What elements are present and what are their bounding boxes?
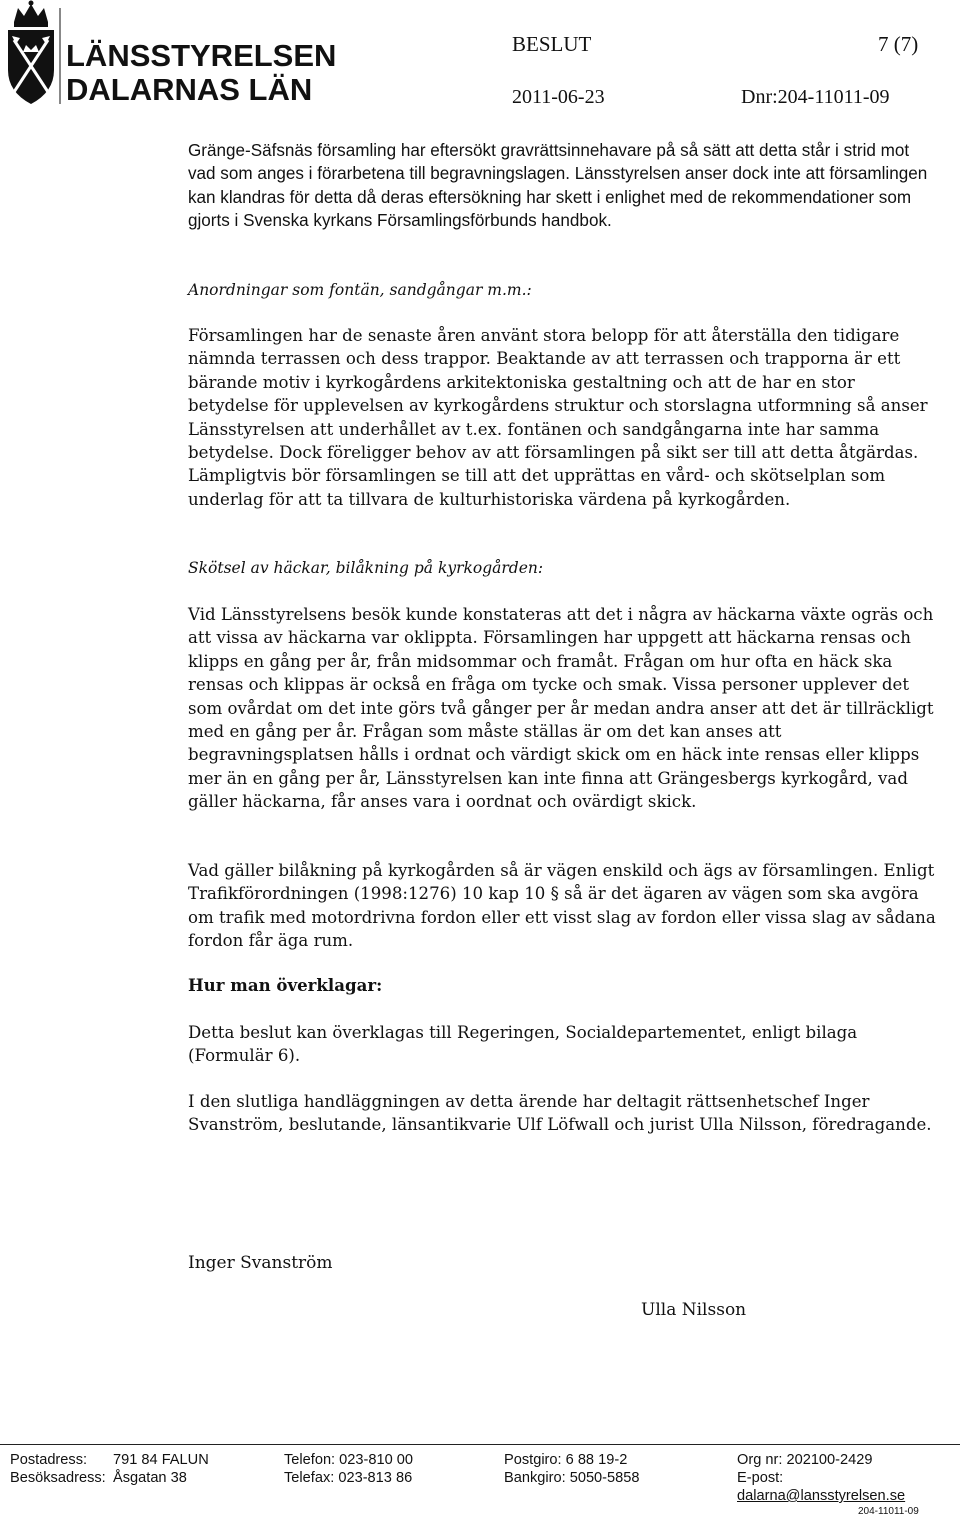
epost-label: E-post: xyxy=(737,1470,784,1486)
paragraph-bilakning: Vad gäller bilåkning på kyrkogården så är vägen enskild och ägs av församlingen. Enligt Trafikförordningen (1998:1276) 10 kap 10 § så är det ägaren av vägen som ska avgöra om trafik med motordrivna fordon eller ett visst slag av fordon eller vissa slag av sådana fordon får äga rum. xyxy=(188,861,936,951)
crown-crest-icon xyxy=(0,0,337,112)
heading-overklagar-block xyxy=(188,974,940,996)
postadress-value: 791 84 FALUN xyxy=(113,1452,209,1468)
page-number: 7 (7) xyxy=(878,32,919,56)
paragraph-overklagar-block xyxy=(188,1021,940,1068)
footer-divider xyxy=(0,1444,960,1445)
orgnr: Org nr: 202100-2429 xyxy=(737,1452,873,1468)
paragraph-hackar: Vid Länsstyrelsens besök kunde konstateras att det i några av häckarna växte ogräs och att vissa av häckarna var oklippta. Församlingen har uppgett att häckarna rensas och klipps en gång per år, från midsommar och framåt. Frågan om hur ofta en häck ska rensas och klippas är också en fråga om tycke och smak. Vissa personer upplever det som ovårdat om det inte görs två gånger per år medan andra anser att det är tillräckligt med en gång per år. Frågan som måste ställas är om det kan anses att begravningsplatsen hålls i ordnat och värdigt skick om en häck inte rensas eller klipps mer än en gång per år, Länsstyrelsen kan inte finna att Grängesbergs kyrkogård, vad gäller häckarna, får anses vara i oordnat och ovärdigt skick. xyxy=(188,605,934,812)
heading-overklagar: Hur man överklagar: xyxy=(188,975,383,995)
paragraph-bilakning-block xyxy=(188,859,940,953)
heading-skotsel-block xyxy=(188,557,940,579)
doc-type: BESLUT xyxy=(512,32,592,56)
telefon: Telefon: 023-810 00 xyxy=(284,1452,414,1468)
logo-text-line1: LÄNSSTYRELSEN xyxy=(66,38,337,73)
paragraph-handlaggning-block xyxy=(188,1090,940,1137)
decision-date: 2011-06-23 xyxy=(512,86,605,108)
signer-2: Ulla Nilsson xyxy=(641,1300,747,1320)
intro-paragraph-block xyxy=(188,139,940,233)
besoksadress-label: Besöksadress: xyxy=(10,1470,106,1486)
heading-skotsel: Skötsel av häckar, bilåkning på kyrkogården: xyxy=(188,559,544,577)
epost-link-wrapper xyxy=(737,1488,905,1504)
postadress-label: Postadress: xyxy=(10,1452,88,1468)
logo-text-line2: DALARNAS LÄN xyxy=(66,72,313,107)
diarienummer: Dnr:204-11011-09 xyxy=(741,86,890,108)
heading-anordningar: Anordningar som fontän, sandgångar m.m.: xyxy=(188,281,532,299)
paragraph-anordningar-block xyxy=(188,324,940,511)
reference-number: 204-11011-09 xyxy=(858,1506,919,1517)
paragraph-anordningar: Församlingen har de senaste åren använt stora belopp för att återställa den tidigare nämnda terrassen och dess trappor. Beaktande av att terrassen och trapporna är ett bärande motiv i kyrkogårdens arkitektoniska gestaltning och att de har en stor betydelse för upplevelsen av kyrkogårdens struktur och storslagna utformning så anser Länsstyrelsen att underhållet av t.ex. fontänen och sandgångarna inte har samma betydelse. Dock föreligger behov av att församlingen på sikt ser till att detta åtgärdas. Lämpligtvis bör församlingen se till att det upprättas en vård- och skötselplan som underlag för att ta tillvara de kulturhistoriska värdena på kyrkogården. xyxy=(188,326,928,509)
lansstyrelsen-logo xyxy=(0,0,337,112)
epost-link[interactable]: dalarna@lansstyrelsen.se xyxy=(737,1488,906,1504)
postgiro: Postgiro: 6 88 19-2 xyxy=(504,1452,628,1468)
intro-paragraph: Gränge-Säfsnäs församling har eftersökt gravrättsinnehavare på så sätt att detta står i strid mot vad som anges i förarbetena till begravningslagen. Länsstyrelsen anser dock inte att församlingen kan klandras för detta då deras eftersökning har skett i enlighet med de rekommendationer som gjorts i Svenska kyrkans Församlingsförbunds handbok. xyxy=(188,141,928,231)
signer-1: Inger Svanström xyxy=(188,1253,333,1273)
heading-anordningar-block xyxy=(188,279,940,301)
paragraph-handlaggning: I den slutliga handläggningen av detta ärende har deltagit rättsenhetschef Inger Svanström, beslutande, länsantikvarie Ulf Löfwall och jurist Ulla Nilsson, föredragande. xyxy=(188,1092,932,1135)
bankgiro: Bankgiro: 5050-5858 xyxy=(504,1470,640,1486)
paragraph-hackar-block xyxy=(188,603,940,814)
telefax: Telefax: 023-813 86 xyxy=(284,1470,413,1486)
paragraph-overklagar: Detta beslut kan överklagas till Regeringen, Socialdepartementet, enligt bilaga (Formulär 6). xyxy=(188,1023,858,1066)
besoksadress-value: Åsgatan 38 xyxy=(113,1470,187,1486)
